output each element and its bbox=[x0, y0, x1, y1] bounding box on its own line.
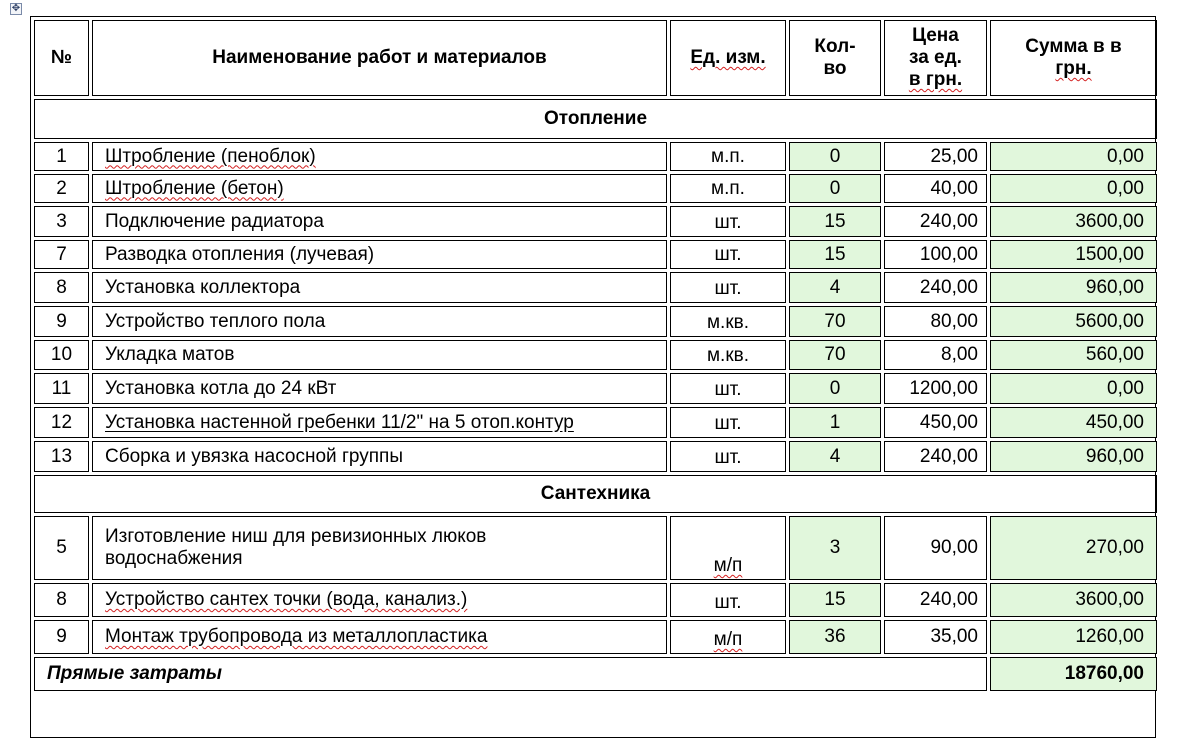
row-price: 80,00 bbox=[884, 306, 987, 337]
row-sum: 3600,00 bbox=[990, 206, 1157, 237]
row-unit-text: м/п bbox=[713, 629, 743, 650]
row-no: 11 bbox=[34, 373, 89, 404]
row-unit: м.п. bbox=[670, 142, 786, 171]
row-unit: м.кв. bbox=[670, 340, 786, 370]
row-name-line2: водоснабжения bbox=[105, 548, 243, 569]
row-no: 9 bbox=[34, 620, 89, 654]
row-name: Укладка матов bbox=[92, 340, 667, 370]
row-qty[interactable]: 15 bbox=[789, 583, 881, 617]
header-sum-line2: грн. bbox=[1055, 58, 1092, 79]
row-sum: 960,00 bbox=[990, 441, 1157, 472]
row-qty[interactable]: 15 bbox=[789, 206, 881, 237]
header-qty-line2: во bbox=[823, 58, 847, 79]
row-qty[interactable]: 70 bbox=[789, 340, 881, 370]
row-qty[interactable]: 0 bbox=[789, 373, 881, 404]
row-unit: м.кв. bbox=[670, 306, 786, 337]
estimate-table-frame bbox=[30, 16, 1156, 738]
table-row bbox=[34, 583, 1157, 617]
section-title-plumbing: Сантехника bbox=[34, 475, 1157, 513]
row-name-line1: Изготовление ниш для ревизионных люков bbox=[105, 526, 487, 547]
row-no: 5 bbox=[34, 516, 89, 580]
row-price: 90,00 bbox=[884, 516, 987, 580]
section-row-plumbing bbox=[34, 475, 1157, 513]
row-unit: шт. bbox=[670, 240, 786, 269]
row-name-text: Штробление (пеноблок) bbox=[105, 145, 316, 167]
header-row bbox=[34, 20, 1157, 96]
row-name-text: Установка настенной гребенки 11/2" на 5 отоп.контур bbox=[105, 411, 574, 433]
row-no: 3 bbox=[34, 206, 89, 237]
row-name bbox=[92, 516, 667, 580]
row-sum: 960,00 bbox=[990, 272, 1157, 303]
header-sum bbox=[990, 20, 1157, 96]
header-price-line1: Цена bbox=[912, 25, 959, 46]
header-unit-text: Ед. изм. bbox=[690, 47, 766, 68]
row-qty[interactable]: 1 bbox=[789, 407, 881, 438]
row-price: 25,00 bbox=[884, 142, 987, 171]
row-qty[interactable]: 36 bbox=[789, 620, 881, 654]
row-no: 10 bbox=[34, 340, 89, 370]
row-name: Сборка и увязка насосной группы bbox=[92, 441, 667, 472]
row-qty[interactable]: 4 bbox=[789, 441, 881, 472]
row-name-text: Штробление (бетон) bbox=[105, 177, 284, 199]
header-price bbox=[884, 20, 987, 96]
row-sum: 0,00 bbox=[990, 373, 1157, 404]
row-unit: шт. bbox=[670, 441, 786, 472]
row-no: 12 bbox=[34, 407, 89, 438]
section-title-heating: Отопление bbox=[34, 99, 1157, 139]
row-sum: 3600,00 bbox=[990, 583, 1157, 617]
row-name bbox=[92, 620, 667, 654]
row-sum: 1260,00 bbox=[990, 620, 1157, 654]
table-row bbox=[34, 516, 1157, 580]
row-price: 8,00 bbox=[884, 340, 987, 370]
table-row bbox=[34, 306, 1157, 337]
row-no: 8 bbox=[34, 272, 89, 303]
row-name-text: Монтаж трубопровода из металлопластика bbox=[105, 626, 488, 647]
header-no: № bbox=[34, 20, 89, 96]
row-unit: шт. bbox=[670, 272, 786, 303]
row-unit: шт. bbox=[670, 583, 786, 617]
row-qty[interactable]: 70 bbox=[789, 306, 881, 337]
row-unit bbox=[670, 620, 786, 654]
row-unit: шт. bbox=[670, 206, 786, 237]
header-name: Наименование работ и материалов bbox=[92, 20, 667, 96]
row-price: 240,00 bbox=[884, 272, 987, 303]
row-price: 450,00 bbox=[884, 407, 987, 438]
table-row bbox=[34, 407, 1157, 438]
row-sum: 450,00 bbox=[990, 407, 1157, 438]
header-price-line2: за ед. bbox=[909, 47, 962, 68]
row-no: 2 bbox=[34, 174, 89, 203]
estimate-table bbox=[31, 17, 1160, 694]
table-row bbox=[34, 373, 1157, 404]
row-name: Устройство теплого пола bbox=[92, 306, 667, 337]
row-qty[interactable]: 0 bbox=[789, 142, 881, 171]
row-name bbox=[92, 142, 667, 171]
row-qty[interactable]: 0 bbox=[789, 174, 881, 203]
header-sum-line1: Сумма в в bbox=[1025, 36, 1122, 57]
table-row bbox=[34, 206, 1157, 237]
table-row bbox=[34, 620, 1157, 654]
row-price: 40,00 bbox=[884, 174, 987, 203]
row-no: 13 bbox=[34, 441, 89, 472]
row-no: 8 bbox=[34, 583, 89, 617]
row-unit: шт. bbox=[670, 373, 786, 404]
row-name-text: Устройство сантех точки (вода, канализ.) bbox=[105, 589, 468, 610]
row-qty[interactable]: 4 bbox=[789, 272, 881, 303]
table-row bbox=[34, 272, 1157, 303]
row-no: 7 bbox=[34, 240, 89, 269]
row-sum: 0,00 bbox=[990, 174, 1157, 203]
header-qty-line1: Кол- bbox=[814, 36, 856, 57]
row-sum: 560,00 bbox=[990, 340, 1157, 370]
row-sum: 5600,00 bbox=[990, 306, 1157, 337]
row-name: Установка котла до 24 кВт bbox=[92, 373, 667, 404]
row-unit bbox=[670, 516, 786, 580]
row-sum: 270,00 bbox=[990, 516, 1157, 580]
row-sum: 0,00 bbox=[990, 142, 1157, 171]
row-price: 35,00 bbox=[884, 620, 987, 654]
table-row bbox=[34, 240, 1157, 269]
header-price-line3: в грн. bbox=[908, 69, 963, 90]
row-price: 240,00 bbox=[884, 441, 987, 472]
table-row bbox=[34, 340, 1157, 370]
row-unit: м.п. bbox=[670, 174, 786, 203]
row-price: 240,00 bbox=[884, 206, 987, 237]
row-price: 1200,00 bbox=[884, 373, 987, 404]
row-name: Установка коллектора bbox=[92, 272, 667, 303]
table-row bbox=[34, 174, 1157, 203]
row-qty[interactable]: 3 bbox=[789, 516, 881, 580]
row-unit: шт. bbox=[670, 407, 786, 438]
total-value: 18760,00 bbox=[990, 657, 1157, 691]
table-row bbox=[34, 441, 1157, 472]
row-name: Подключение радиатора bbox=[92, 206, 667, 237]
row-no: 9 bbox=[34, 306, 89, 337]
row-price: 100,00 bbox=[884, 240, 987, 269]
row-name bbox=[92, 583, 667, 617]
row-price: 240,00 bbox=[884, 583, 987, 617]
row-no: 1 bbox=[34, 142, 89, 171]
header-qty bbox=[789, 20, 881, 96]
row-qty[interactable]: 15 bbox=[789, 240, 881, 269]
row-sum: 1500,00 bbox=[990, 240, 1157, 269]
table-move-handle-icon[interactable]: ✥ bbox=[11, 3, 21, 14]
total-label: Прямые затраты bbox=[34, 657, 987, 691]
section-row-heating bbox=[34, 99, 1157, 139]
row-name bbox=[92, 407, 667, 438]
total-row bbox=[34, 657, 1157, 691]
row-name bbox=[92, 174, 667, 203]
header-unit bbox=[670, 20, 786, 96]
row-unit-text: м/п bbox=[713, 555, 743, 576]
table-row bbox=[34, 142, 1157, 171]
row-name: Разводка отопления (лучевая) bbox=[92, 240, 667, 269]
